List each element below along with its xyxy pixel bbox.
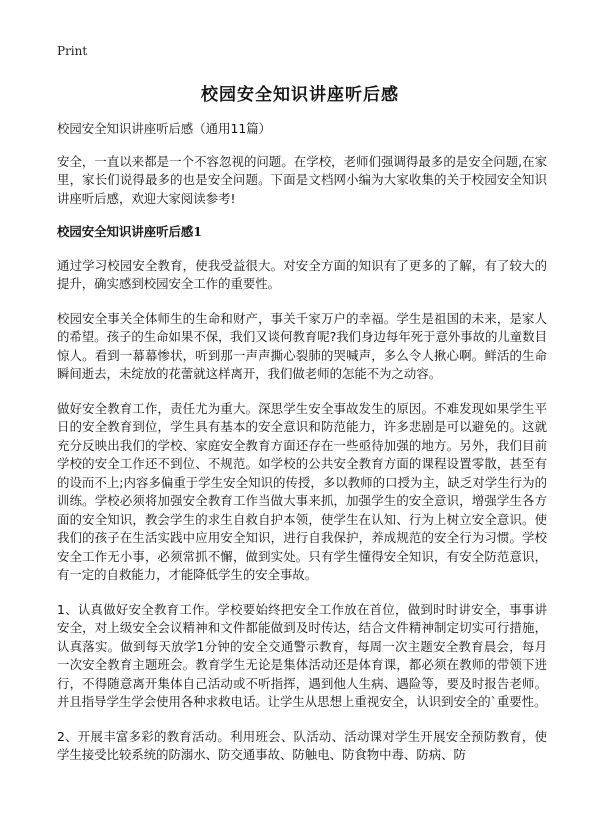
section-heading: 校园安全知识讲座听后感1	[57, 224, 202, 239]
article-body	[57, 120, 547, 781]
paragraph-2: 校园安全事关全体师生的生命和财产，事关千家万户的幸福。学生是祖国的未来，是家人的希望。孩子的生命如果不保，我们又谈何教育呢?我们身边每年死于意外事故的儿童数目惊人。看到一幕幕惨状，听到那一声声撕心裂肺的哭喊声，多么令人揪心啊。鲜活的生命瞬间逝去，未绽放的花蕾就这样离开，我们做老师的怎能不为之动容。	[57, 310, 547, 381]
paragraph-3: 做好安全教育工作，责任尤为重大。深思学生安全事故发生的原因。不难发现如果学生平日的安全教育到位，学生具有基本的安全意识和防范能力，许多悲剧是可以避免的。这就充分反映出我们的学校、家庭安全教育方面还存在一些亟待加强的地方。另外，我们目前学校的安全工作还不到位、不规范。如学校的公共安全教育方面的课程设置零散，甚至有的设而不上;内容多偏重于学生安全知识的传授，多以教师的口授为主，缺乏对学生行为的训练。学校必须将加强安全教育工作当做大事来抓，加强学生的安全意识，增强学生各方面的安全知识，教会学生的求生自救自护本领，使学生在认知、行为上树立安全意识。使我们的孩子在生活实践中应用安全知识，进行自我保护，养成规范的安全行为习惯。学校安全工作无小事，必须常抓不懈，做到实处。只有学生懂得安全知识，有安全防范意识，有一定的自救能力，才能降低学生的安全事故。	[57, 400, 547, 582]
intro-paragraph: 安全，一直以来都是一个不容忽视的问题。在学校，老师们强调得最多的是安全问题,在家里，家长们说得最多的也是安全问题。下面是文档网小编为大家收集的关于校园安全知识讲座听后感，欢迎大家阅读参考!	[57, 153, 547, 206]
paragraph-5: 2、开展丰富多彩的教育活动。利用班会、队活动、活动课对学生开展安全预防教育，使学生接受比较系统的防溺水、防交通事故、防触电、防食物中毒、防病、防	[57, 728, 547, 762]
paragraph-4: 1、认真做好安全教育工作。学校要始终把安全工作放在首位，做到时时讲安全，事事讲安全，对上级安全会议精神和文件都能做到及时传达，结合文件精神制定切实可行措施，认真落实。做到每天放学1分钟的安全交通警示教育，每周一次主题安全教育晨会，每月一次安全教育主题班会。教育学生无论是集体活动还是体育课，都必须在教师的带领下进行，不得随意离开集体自己活动或不听指挥，遇到他人生病、遇险等，要及时报告老师。并且指导学生学会使用各种求救电话。让学生从思想上重视安全，认识到安全的`重要性。	[57, 601, 547, 709]
article-subtitle: 校园安全知识讲座听后感（通用11篇）	[57, 121, 272, 136]
page-title: 校园安全知识讲座听后感	[201, 85, 399, 105]
print-link[interactable]: Print	[57, 44, 88, 58]
paragraph-1: 通过学习校园安全教育，使我受益很大。对安全方面的知识有了更多的了解，有了较大的提升，确实感到校园安全工作的重要性。	[57, 257, 547, 291]
